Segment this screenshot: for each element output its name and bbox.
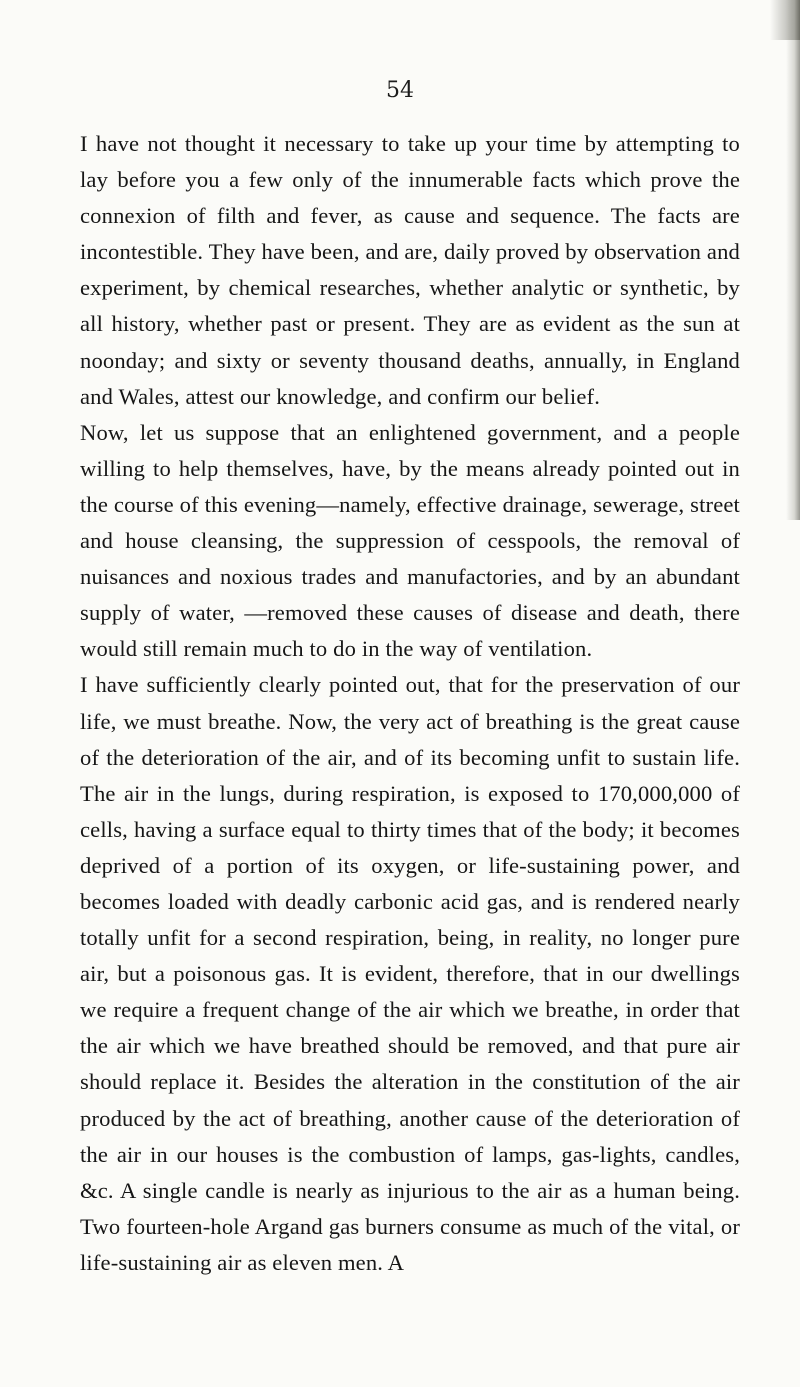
paragraph-filth-and-fever: I have not thought it necessary to take up your time by attempting to lay before you a few only of the innumerable facts which prove the connexion of filth and fever, as cause and sequence. The facts are incontestible. They have been, and are, daily proved by observation and experiment, by chemical researches, whether analytic or synthetic, by all history, whether past or present. They are as evident as the sun at noonday; and sixty or seventy thousand deaths, annually, in England and Wales, attest our knowledge, and confirm our belief. <box>80 131 740 409</box>
paragraph-enlightened-government: Now, let us suppose that an enlightened government, and a people willing to help themselves, have, by the means already pointed out in the course of this evening—namely, effective drainage, sewerage, street and house cleansing, the suppression of cesspools, the removal of nuisances and noxious trades and manufactories, and by an abundant supply of water, —removed these causes of disease and death, there would still remain much to do in the way of ventilation. <box>80 419 740 662</box>
body-text <box>80 126 740 1281</box>
page-number: 54 <box>386 78 414 103</box>
paragraph-ventilation-breathing: I have sufficiently clearly pointed out, that for the preservation of our life, we must breathe. Now, the very act of breathing is the great cause of the deterioration of the air, and of its becoming unfit to sustain life. The air in the lungs, during respiration, is exposed to 170,000,000 of cells, having a surface equal to thirty times that of the body; it becomes deprived of a portion of its oxygen, or life-sustaining power, and becomes loaded with deadly carbonic acid gas, and is rendered nearly totally unfit for a second respiration, being, in reality, no longer pure air, but a poisonous gas. It is evident, therefore, that in our dwellings we require a frequent change of the air which we breathe, in order that the air which we have breathed should be removed, and that pure air should replace it. Besides the alteration in the constitution of the air produced by the act of breathing, another cause of the deterioration of the air in our houses is the combustion of lamps, gas-lights, candles, &c. A single candle is nearly as injurious to the air as a human being. Two fourteen-hole Argand gas burners consume as much of the vital, or life-sustaining air as eleven men. A <box>80 672 740 1275</box>
